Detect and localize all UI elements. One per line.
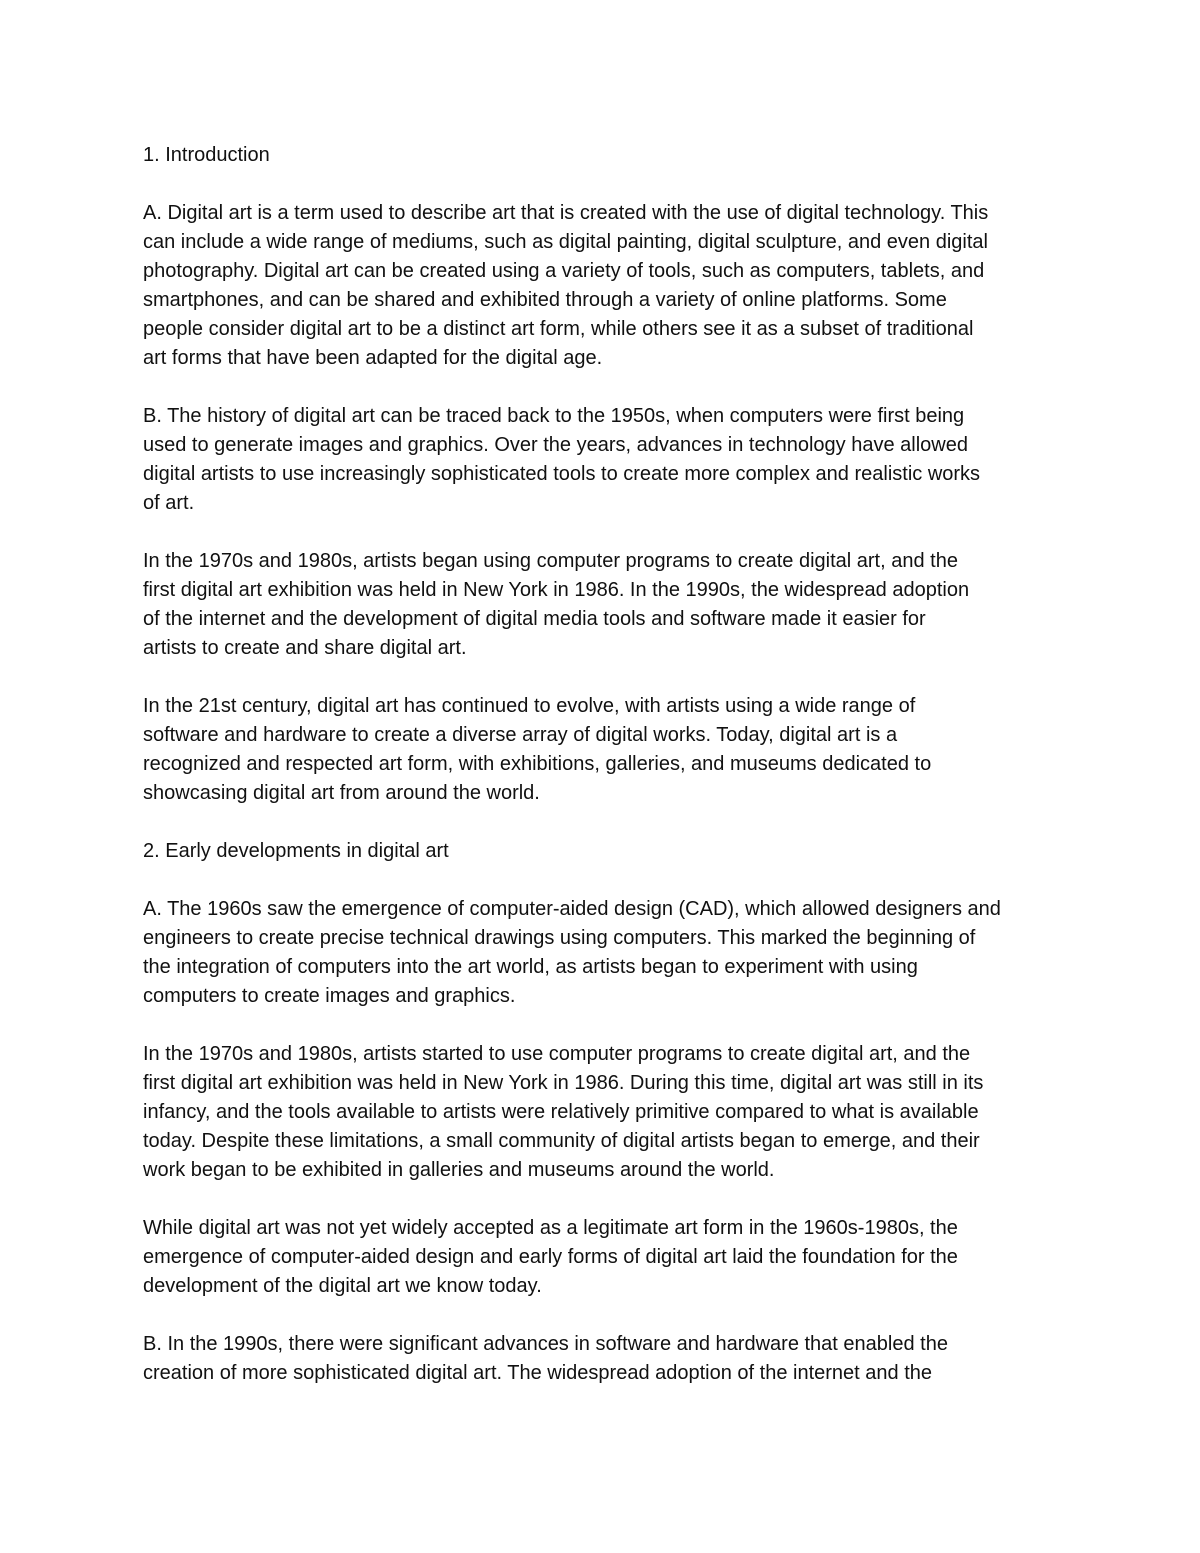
text-line: A. Digital art is a term used to describe art that is created with the use of digital technology. This: [143, 202, 989, 224]
document-body: [143, 141, 1073, 1417]
paragraph-early-b: [143, 1040, 1073, 1185]
text-line: In the 21st century, digital art has continued to evolve, with artists using a wide range of: [143, 695, 916, 717]
section-heading-introduction: [143, 141, 1073, 170]
paragraph-early-c: [143, 1214, 1073, 1301]
text-line: A. The 1960s saw the emergence of computer-aided design (CAD), which allowed designers and: [143, 898, 1001, 920]
text-line: development of the digital art we know today.: [143, 1275, 542, 1297]
text-line: today. Despite these limitations, a small community of digital artists began to emerge, and their: [143, 1130, 980, 1152]
text-line: engineers to create precise technical drawings using computers. This marked the beginning of: [143, 927, 976, 949]
paragraph-intro-b: [143, 402, 1073, 518]
paragraph-early-d: [143, 1330, 1073, 1388]
text-line: artists to create and share digital art.: [143, 637, 467, 659]
text-line: software and hardware to create a diverse array of digital works. Today, digital art is a: [143, 724, 898, 746]
text-line: first digital art exhibition was held in New York in 1986. During this time, digital art was still in its: [143, 1072, 984, 1094]
text-line: In the 1970s and 1980s, artists started to use computer programs to create digital art, and the: [143, 1043, 971, 1065]
text-line: the integration of computers into the art world, as artists began to experiment with using: [143, 956, 918, 978]
text-line: recognized and respected art form, with exhibitions, galleries, and museums dedicated to: [143, 753, 932, 775]
section-heading-early-developments: [143, 837, 1073, 866]
paragraph-intro-c: [143, 547, 1073, 663]
text-line: used to generate images and graphics. Over the years, advances in technology have allowed: [143, 434, 968, 456]
text-line: infancy, and the tools available to artists were relatively primitive compared to what is available: [143, 1101, 979, 1123]
text-line: smartphones, and can be shared and exhibited through a variety of online platforms. Some: [143, 289, 947, 311]
text-line: emergence of computer-aided design and early forms of digital art laid the foundation for the: [143, 1246, 958, 1268]
text-line: of the internet and the development of digital media tools and software made it easier for: [143, 608, 926, 630]
paragraph-early-a: [143, 895, 1073, 1011]
text-line: photography. Digital art can be created using a variety of tools, such as computers, tablets, and: [143, 260, 985, 282]
heading-text: 2. Early developments in digital art: [143, 840, 449, 862]
paragraph-intro-a: [143, 199, 1073, 373]
text-line: B. The history of digital art can be traced back to the 1950s, when computers were first being: [143, 405, 965, 427]
text-line: While digital art was not yet widely accepted as a legitimate art form in the 1960s-1980s, the: [143, 1217, 958, 1239]
text-line: work began to be exhibited in galleries and museums around the world.: [143, 1159, 775, 1181]
text-line: of art.: [143, 492, 195, 514]
text-line: showcasing digital art from around the world.: [143, 782, 540, 804]
text-line: creation of more sophisticated digital art. The widespread adoption of the internet and the: [143, 1362, 933, 1384]
text-line: In the 1970s and 1980s, artists began using computer programs to create digital art, and the: [143, 550, 958, 572]
text-line: can include a wide range of mediums, such as digital painting, digital sculpture, and even digital: [143, 231, 988, 253]
text-line: people consider digital art to be a distinct art form, while others see it as a subset of traditional: [143, 318, 974, 340]
paragraph-intro-d: [143, 692, 1073, 808]
text-line: art forms that have been adapted for the digital age.: [143, 347, 603, 369]
text-line: computers to create images and graphics.: [143, 985, 516, 1007]
text-line: B. In the 1990s, there were significant advances in software and hardware that enabled the: [143, 1333, 948, 1355]
text-line: digital artists to use increasingly sophisticated tools to create more complex and realistic works: [143, 463, 981, 485]
text-line: first digital art exhibition was held in New York in 1986. In the 1990s, the widespread adoption: [143, 579, 970, 601]
heading-text: 1. Introduction: [143, 144, 270, 166]
